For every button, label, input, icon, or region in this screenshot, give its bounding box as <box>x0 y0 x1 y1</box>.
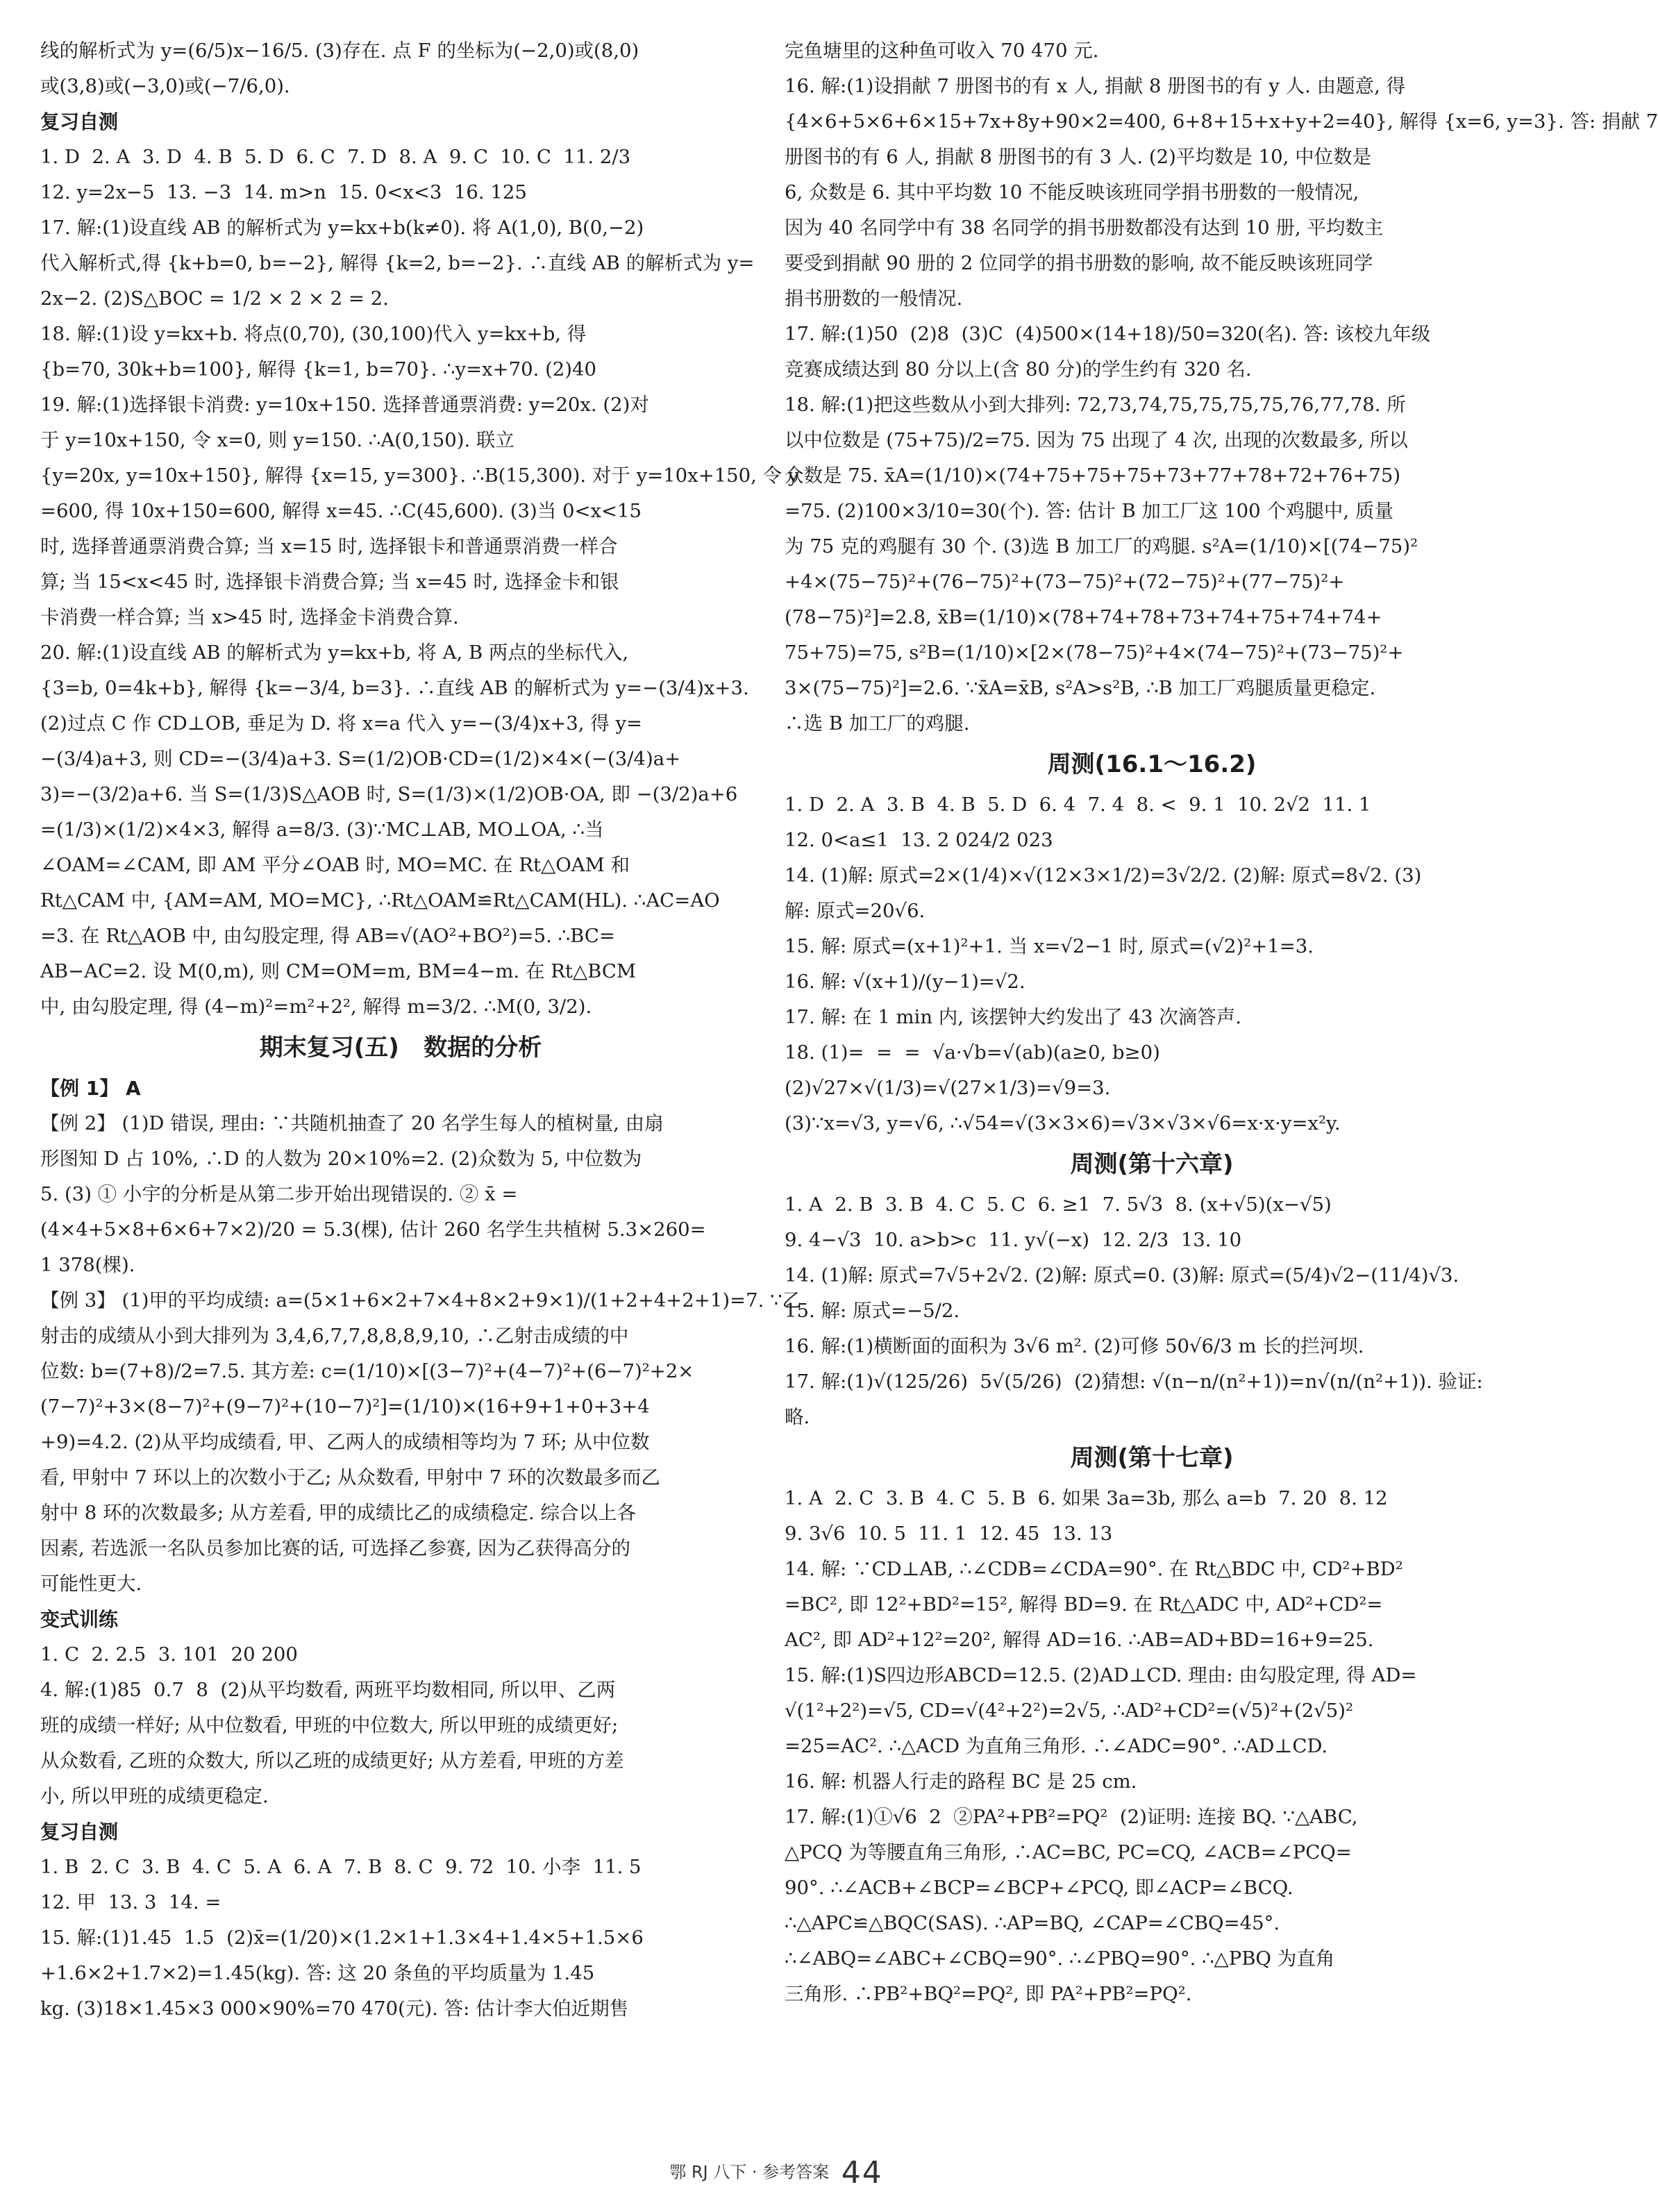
answer-line: (2)过点 C 作 CD⊥OB, 垂足为 D. 将 x=a 代入 y=−(3/4)x+3, 得 y= <box>40 712 643 735</box>
answer-line: 卡消费一样合算; 当 x>45 时, 选择金卡消费合算. <box>40 606 459 628</box>
answer-line: 1. C 2. 2.5 3. 101 20 200 <box>40 1643 298 1666</box>
answer-line: 【例 3】 (1)甲的平均成绩: a=(5×1+6×2+7×4+8×2+9×1)/(1+2+4+2+1)=7. ∵乙 <box>40 1289 802 1312</box>
answer-line: 17. 解: 在 1 min 内, 该摆钟大约发出了 43 次滴答声. <box>785 1006 1241 1028</box>
answer-line: 1. A 2. B 3. B 4. C 5. C 6. ≥1 7. 5√3 8. (x+√5)(x−√5) <box>785 1193 1332 1216</box>
answer-line: 12. y=2x−5 13. −3 14. m>n 15. 0<x<3 16. 125 <box>40 181 527 203</box>
answer-line: 1. A 2. C 3. B 4. C 5. B 6. 如果 3a=3b, 那么 a=b 7. 20 8. 12 <box>785 1487 1388 1509</box>
answer-line: kg. (3)18×1.45×3 000×90%=70 470(元). 答: 估计李大伯近期售 <box>40 1997 629 2020</box>
answer-line: {y=20x, y=10x+150}, 解得 {x=15, y=300}. ∴B(15,300). 对于 y=10x+150, 令 y <box>40 464 799 487</box>
answer-line: 为 75 克的鸡腿有 30 个. (3)选 B 加工厂的鸡腿. s²A=(1/10)×[(74−75)² <box>785 535 1418 558</box>
answer-line: 从众数看, 乙班的众数大, 所以乙班的成绩更好; 从方差看, 甲班的方差 <box>40 1750 624 1772</box>
answer-line: 17. 解:(1)50 (2)8 (3)C (4)500×(14+18)/50=320(名). 答: 该校九年级 <box>785 323 1431 345</box>
answer-line: 线的解析式为 y=(6/5)x−16/5. (3)存在. 点 F 的坐标为(−2,0)或(8,0) <box>40 40 639 62</box>
answer-line: 18. 解:(1)把这些数从小到大排列: 72,73,74,75,75,75,75,76,77,78. 所 <box>785 394 1406 416</box>
answer-line: 4. 解:(1)85 0.7 8 (2)从平均数看, 两班平均数相同, 所以甲、乙两 <box>40 1679 616 1701</box>
answer-line: (78−75)²]=2.8, x̄B=(1/10)×(78+74+78+73+74+75+74+74+ <box>785 606 1382 628</box>
answer-line: 14. (1)解: 原式=7√5+2√2. (2)解: 原式=0. (3)解: 原式=(5/4)√2−(11/4)√3. <box>785 1264 1459 1287</box>
answer-line: 以中位数是 (75+75)/2=75. 因为 75 出现了 4 次, 出现的次数最多, 所以 <box>785 429 1408 451</box>
answer-line: 14. (1)解: 原式=2×(1/4)×√(12×3×1/2)=3√2/2. (2)解: 原式=8√2. (3) <box>785 864 1422 887</box>
answer-line: 完鱼塘里的这种鱼可收入 70 470 元. <box>785 40 1099 62</box>
answer-line: 位数: b=(7+8)/2=7.5. 其方差: c=(1/10)×[(3−7)²+(4−7)²+(6−7)²+2× <box>40 1360 694 1382</box>
answer-line: △PCQ 为等腰直角三角形, ∴AC=BC, PC=CQ, ∠ACB=∠PCQ= <box>785 1841 1352 1863</box>
answer-line: 12. 甲 13. 3 14. = <box>40 1891 221 1913</box>
answer-line: 16. 解: 机器人行走的路程 BC 是 25 cm. <box>785 1770 1137 1793</box>
answer-line: 12. 0<a≤1 13. 2 024/2 023 <box>785 829 1053 851</box>
answer-line: (2)√27×√(1/3)=√(27×1/3)=√9=3. <box>785 1077 1111 1099</box>
answer-line: 小, 所以甲班的成绩更稳定. <box>40 1785 269 1807</box>
answer-line: 9. 3√6 10. 5 11. 1 12. 45 13. 13 <box>785 1523 1113 1545</box>
answer-line: 17. 解:(1)①√6 2 ②PA²+PB²=PQ² (2)证明: 连接 BQ. ∵△ABC, <box>785 1806 1358 1828</box>
answer-line: 算; 当 15<x<45 时, 选择银卡消费合算; 当 x=45 时, 选择金卡和银 <box>40 571 619 593</box>
answer-line: 于 y=10x+150, 令 x=0, 则 y=150. ∴A(0,150). 联立 <box>40 429 514 451</box>
answer-line: 15. 解:(1)S四边形ABCD=12.5. (2)AD⊥CD. 理由: 由勾股定理, 得 AD= <box>785 1664 1417 1686</box>
answer-line: 5. (3) ① 小宇的分析是从第二步开始出现错误的. ② x̄ = <box>40 1183 518 1205</box>
answer-line: (4×4+5×8+6×6+7×2)/20 = 5.3(棵), 估计 260 名学生共植树 5.3×260= <box>40 1218 706 1241</box>
answer-line: 16. 解:(1)横断面的面积为 3√6 m². (2)可修 50√6/3 m 长的拦河坝. <box>785 1335 1364 1357</box>
answer-line: 16. 解:(1)设捐献 7 册图书的有 x 人, 捐献 8 册图书的有 y 人. 由题意, 得 <box>785 75 1406 97</box>
answer-line: AB−AC=2. 设 M(0,m), 则 CM=OM=m, BM=4−m. 在 Rt△BCM <box>40 960 637 982</box>
answer-line: 代入解析式,得 {k+b=0, b=−2}, 解得 {k=2, b=−2}. ∴直线 AB 的解析式为 y= <box>40 252 755 274</box>
answer-line: 1. D 2. A 3. B 4. B 5. D 6. 4 7. 4 8. < 9. 1 10. 2√2 11. 1 <box>785 794 1371 816</box>
footer-label: 鄂 RJ 八下 · 参考答案 <box>669 2162 830 2182</box>
answer-line: 略. <box>785 1406 810 1428</box>
answer-line: 射击的成绩从小到大排列为 3,4,6,7,7,8,8,8,9,10, ∴乙射击成绩的中 <box>40 1325 629 1347</box>
answer-line: 形图知 D 占 10%, ∴D 的人数为 20×10%=2. (2)众数为 5, 中位数为 <box>40 1148 642 1170</box>
answer-line: 看, 甲射中 7 环以上的次数小于乙; 从众数看, 甲射中 7 环的次数最多而乙 <box>40 1466 660 1489</box>
answer-line: 1 378(棵). <box>40 1254 135 1276</box>
answer-line: 解: 原式=20√6. <box>785 900 926 922</box>
subsection-heading: 【例 1】 A <box>40 1077 141 1100</box>
answer-line: 班的成绩一样好; 从中位数看, 甲班的中位数大, 所以甲班的成绩更好; <box>40 1714 619 1736</box>
answer-line: =BC², 即 12²+BD²=15², 解得 BD=9. 在 Rt△ADC 中, AD²+CD²= <box>785 1593 1383 1616</box>
answer-line: 3×(75−75)²]=2.6. ∵x̄A=x̄B, s²A>s²B, ∴B 加工厂鸡腿质量更稳定. <box>785 677 1376 699</box>
answer-line: 1. D 2. A 3. D 4. B 5. D 6. C 7. D 8. A 9. C 10. C 11. 2/3 <box>40 146 631 168</box>
answer-line: =3. 在 Rt△AOB 中, 由勾股定理, 得 AB=√(AO²+BO²)=5. ∴BC= <box>40 925 615 947</box>
answer-line: 20. 解:(1)设直线 AB 的解析式为 y=kx+b, 将 A, B 两点的坐标代入, <box>40 642 629 664</box>
answer-line: 2x−2. (2)S△BOC = 1/2 × 2 × 2 = 2. <box>40 287 389 310</box>
answer-line: +1.6×2+1.7×2)=1.45(kg). 答: 这 20 条鱼的平均质量为 1.45 <box>40 1962 595 1984</box>
answer-line: (3)∵x=√3, y=√6, ∴√54=√(3×3×6)=√3×√3×√6=x·x·y=x²y. <box>785 1112 1341 1134</box>
answer-line: 射中 8 环的次数最多; 从方差看, 甲的成绩比乙的成绩稳定. 综合以上各 <box>40 1502 636 1524</box>
answer-line: 15. 解: 原式=(x+1)²+1. 当 x=√2−1 时, 原式=(√2)²+1=3. <box>785 935 1314 957</box>
answer-line: 或(3,8)或(−3,0)或(−7/6,0). <box>40 75 290 97</box>
answer-line: 捐书册数的一般情况. <box>785 287 963 310</box>
answer-line: 15. 解:(1)1.45 1.5 (2)x̄=(1/20)×(1.2×1+1.3×4+1.4×5+1.5×6 <box>40 1927 644 1949</box>
subsection-heading: 复习自测 <box>40 110 119 133</box>
answer-line: 16. 解: √(x+1)/(y−1)=√2. <box>785 971 1025 993</box>
answer-line: 因为 40 名同学中有 38 名同学的捐书册数都没有达到 10 册, 平均数主 <box>785 217 1384 239</box>
answer-line: 时, 选择普通票消费合算; 当 x=15 时, 选择银卡和普通票消费一样合 <box>40 535 618 558</box>
answer-line: 【例 2】 (1)D 错误, 理由: ∵共随机抽查了 20 名学生每人的植树量, 由扇 <box>40 1112 664 1134</box>
answer-line: 75+75)=75, s²B=(1/10)×[2×(78−75)²+4×(74−75)²+(73−75)²+ <box>785 642 1404 664</box>
answer-line: 17. 解:(1)设直线 AB 的解析式为 y=kx+b(k≠0). 将 A(1,0), B(0,−2) <box>40 217 644 239</box>
answer-line: {3=b, 0=4k+b}, 解得 {k=−3/4, b=3}. ∴直线 AB 的解析式为 y=−(3/4)x+3. <box>40 677 749 699</box>
answer-line: 14. 解: ∵CD⊥AB, ∴∠CDB=∠CDA=90°. 在 Rt△BDC 中, CD²+BD² <box>785 1558 1403 1580</box>
answer-line: {b=70, 30k+b=100}, 解得 {k=1, b=70}. ∴y=x+70. (2)40 <box>40 358 597 380</box>
answer-line: 三角形. ∴PB²+BQ²=PQ², 即 PA²+PB²=PQ². <box>785 1983 1192 2005</box>
answer-line: ∴△APC≌△BQC(SAS). ∴AP=BQ, ∠CAP=∠CBQ=45°. <box>785 1912 1280 1934</box>
answer-line: +4×(75−75)²+(76−75)²+(73−75)²+(72−75)²+(77−75)²+ <box>785 571 1345 593</box>
left-column <box>40 33 802 2027</box>
subsection-heading: 复习自测 <box>40 1820 119 1843</box>
answer-line: 要受到捐献 90 册的 2 位同学的捐书册数的影响, 故不能反映该班同学 <box>785 252 1373 274</box>
answer-line: 19. 解:(1)选择银卡消费: y=10x+150. 选择普通票消费: y=20x. (2)对 <box>40 394 649 416</box>
answer-line: 9. 4−√3 10. a>b>c 11. y√(−x) 12. 2/3 13. 10 <box>785 1229 1242 1251</box>
answer-line: 18. (1)= = = √a·√b=√(ab)(a≥0, b≥0) <box>785 1041 1160 1064</box>
answer-line: =25=AC². ∴△ACD 为直角三角形. ∴∠ADC=90°. ∴AD⊥CD. <box>785 1735 1328 1757</box>
answer-line: Rt△CAM 中, {AM=AM, MO=MC}, ∴Rt△OAM≌Rt△CAM(HL). ∴AC=AO <box>40 889 720 912</box>
section-heading: 周测(第十七章) <box>1070 1444 1234 1472</box>
answer-line: AC², 即 AD²+12²=20², 解得 AD=16. ∴AB=AD+BD=16+9=25. <box>785 1629 1374 1651</box>
answer-line: (7−7)²+3×(8−7)²+(9−7)²+(10−7)²]=(1/10)×(16+9+1+0+3+4 <box>40 1396 650 1418</box>
answer-line: 6, 众数是 6. 其中平均数 10 不能反映该班同学捐书册数的一般情况, <box>785 181 1359 203</box>
answer-line: √(1²+2²)=√5, CD=√(4²+2²)=2√5, ∴AD²+CD²=(√5)²+(2√5)² <box>785 1700 1354 1722</box>
answer-line: =(1/3)×(1/2)×4×3, 解得 a=8/3. (3)∵MC⊥AB, MO⊥OA, ∴当 <box>40 819 604 841</box>
answer-line: {4×6+5×6+6×15+7x+8y+90×2=400, 6+8+15+x+y+2=40}, 解得 {x=6, y=3}. 答: 捐献 7 <box>785 110 1658 133</box>
answer-line: 3)=−(3/2)a+6. 当 S=(1/3)S△AOB 时, S=(1/3)×(1/2)OB·OA, 即 −(3/2)a+6 <box>40 783 738 805</box>
right-column <box>785 33 1658 2012</box>
section-heading: 周测(16.1～16.2) <box>1047 751 1257 778</box>
answer-line: +9)=4.2. (2)从平均成绩看, 甲、乙两人的成绩相等均为 7 环; 从中位数 <box>40 1431 650 1453</box>
answer-line: =600, 得 10x+150=600, 解得 x=45. ∴C(45,600). (3)当 0<x<15 <box>40 500 642 522</box>
section-heading: 期末复习(五) 数据的分析 <box>259 1034 542 1062</box>
answer-line: 因素, 若选派一名队员参加比赛的话, 可选择乙参赛, 因为乙获得高分的 <box>40 1537 630 1559</box>
section-heading: 周测(第十六章) <box>1070 1150 1234 1178</box>
answer-line: 册图书的有 6 人, 捐献 8 册图书的有 3 人. (2)平均数是 10, 中位数是 <box>785 146 1372 168</box>
answer-line: =75. (2)100×3/10=30(个). 答: 估计 B 加工厂这 100 个鸡腿中, 质量 <box>785 500 1393 522</box>
page-footer <box>0 2155 1552 2190</box>
answer-line: 18. 解:(1)设 y=kx+b. 将点(0,70), (30,100)代入 y=kx+b, 得 <box>40 323 587 345</box>
answer-line: 中, 由勾股定理, 得 (4−m)²=m²+2², 解得 m=3/2. ∴M(0, 3/2). <box>40 996 592 1018</box>
page-number: 44 <box>841 2155 883 2190</box>
answer-line: ∠OAM=∠CAM, 即 AM 平分∠OAB 时, MO=MC. 在 Rt△OAM 和 <box>40 854 630 876</box>
answer-line: ∴∠ABQ=∠ABC+∠CBQ=90°. ∴∠PBQ=90°. ∴△PBQ 为直角 <box>785 1947 1335 1970</box>
answer-line: 竞赛成绩达到 80 分以上(含 80 分)的学生约有 320 名. <box>785 358 1252 380</box>
answer-line: 众数是 75. x̄A=(1/10)×(74+75+75+75+73+77+78+72+76+75) <box>785 464 1401 487</box>
answer-line: 17. 解:(1)√(125/26) 5√(5/26) (2)猜想: √(n−n/(n²+1))=n√(n/(n²+1)). 验证: <box>785 1371 1483 1393</box>
answer-line: 90°. ∴∠ACB+∠BCP=∠BCP+∠PCQ, 即∠ACP=∠BCQ. <box>785 1877 1293 1899</box>
subsection-heading: 变式训练 <box>40 1608 119 1631</box>
answer-line: ∴选 B 加工厂的鸡腿. <box>785 712 970 735</box>
answer-line: 1. B 2. C 3. B 4. C 5. A 6. A 7. B 8. C 9. 72 10. 小李 11. 5 <box>40 1856 642 1878</box>
answer-line: −(3/4)a+3, 则 CD=−(3/4)a+3. S=(1/2)OB·CD=(1/2)×4×(−(3/4)a+ <box>40 748 681 770</box>
answer-line: 可能性更大. <box>40 1573 142 1595</box>
answer-line: 15. 解: 原式=−5/2. <box>785 1300 960 1322</box>
